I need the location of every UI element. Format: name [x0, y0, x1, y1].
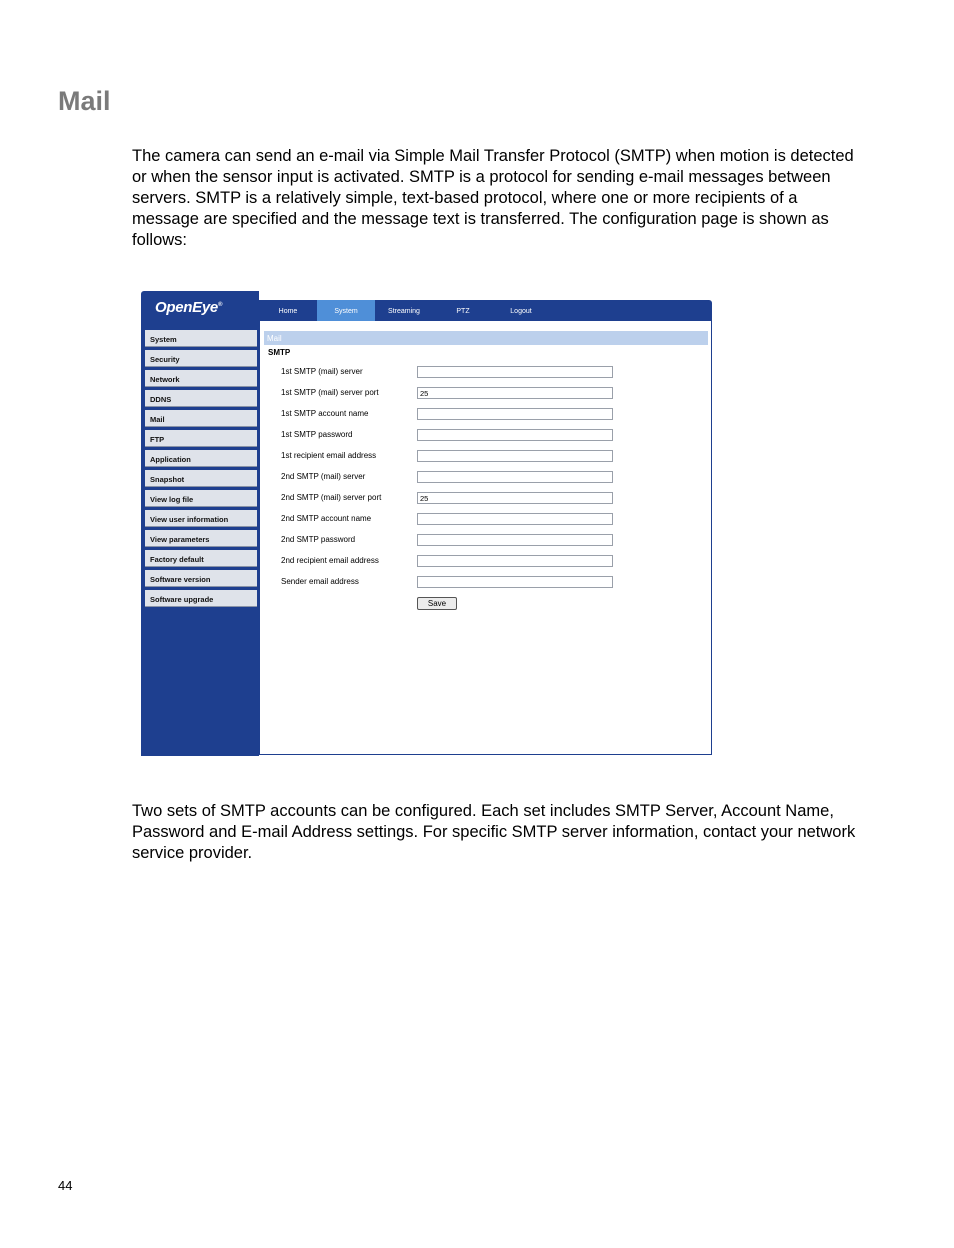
field-row-1st-smtp-server — [281, 366, 701, 379]
field-label: 1st recipient email address — [281, 451, 377, 460]
field-row-2nd-recipient — [281, 555, 701, 568]
sidebar — [141, 291, 259, 756]
field-label: 2nd SMTP (mail) server — [281, 472, 366, 481]
field-row-1st-smtp-password — [281, 429, 701, 442]
page-number: 44 — [58, 1178, 73, 1193]
sidebar-item-view-log-file[interactable]: View log file — [145, 490, 257, 507]
sidebar-menu — [145, 330, 257, 610]
sidebar-item-ftp[interactable]: FTP — [145, 430, 257, 447]
smtp1-server-input[interactable] — [417, 366, 613, 378]
field-label: 1st SMTP (mail) server — [281, 367, 363, 376]
smtp1-account-input[interactable] — [417, 408, 613, 420]
smtp1-password-input[interactable] — [417, 429, 613, 441]
field-label: Sender email address — [281, 577, 359, 586]
recipient2-email-input[interactable] — [417, 555, 613, 567]
camera-config-screenshot — [141, 291, 712, 756]
field-row-1st-smtp-account — [281, 408, 701, 421]
smtp2-password-input[interactable] — [417, 534, 613, 546]
smtp-heading: SMTP — [268, 348, 291, 357]
sidebar-item-network[interactable]: Network — [145, 370, 257, 387]
field-label: 2nd recipient email address — [281, 556, 379, 565]
field-row-2nd-smtp-password — [281, 534, 701, 547]
tab-streaming[interactable]: Streaming — [388, 308, 420, 315]
save-button[interactable]: Save — [417, 597, 457, 610]
field-row-1st-recipient — [281, 450, 701, 463]
tab-system[interactable]: System — [317, 300, 375, 321]
field-row-2nd-smtp-server — [281, 471, 701, 484]
sidebar-item-view-parameters[interactable]: View parameters — [145, 530, 257, 547]
sidebar-item-factory-default[interactable]: Factory default — [145, 550, 257, 567]
sidebar-item-ddns[interactable]: DDNS — [145, 390, 257, 407]
section-header: Mail — [264, 331, 708, 345]
field-row-2nd-smtp-account — [281, 513, 701, 526]
field-row-1st-smtp-port — [281, 387, 701, 400]
recipient1-email-input[interactable] — [417, 450, 613, 462]
smtp2-port-input[interactable]: 25 — [417, 492, 613, 504]
tab-ptz[interactable]: PTZ — [456, 308, 470, 315]
field-label: 1st SMTP password — [281, 430, 353, 439]
field-row-sender — [281, 576, 701, 589]
smtp2-account-input[interactable] — [417, 513, 613, 525]
sidebar-item-security[interactable]: Security — [145, 350, 257, 367]
openeye-logo: OpenEye® — [155, 299, 223, 316]
tab-logout[interactable]: Logout — [510, 308, 532, 315]
tab-home[interactable]: Home — [278, 308, 298, 315]
intro-paragraph: The camera can send an e-mail via Simple Mail Transfer Protocol (SMTP) when motion is detected or when the sensor input is activated. SMTP is a protocol for sending e-mail messages between servers. SMTP is a relatively simple, text-based protocol, where one or more recipients of a message are specified and the message text is transferred. The configuration page is shown as follows: — [132, 147, 854, 249]
sidebar-item-application[interactable]: Application — [145, 450, 257, 467]
smtp2-server-input[interactable] — [417, 471, 613, 483]
field-row-2nd-smtp-port — [281, 492, 701, 505]
sidebar-item-system[interactable]: System — [145, 330, 257, 347]
field-label: 2nd SMTP password — [281, 535, 356, 544]
mail-config-panel — [259, 321, 712, 755]
top-navigation — [259, 300, 712, 321]
sidebar-item-snapshot[interactable]: Snapshot — [145, 470, 257, 487]
sidebar-item-mail[interactable]: Mail — [145, 410, 257, 427]
field-label: 2nd SMTP account name — [281, 514, 372, 523]
sender-email-input[interactable] — [417, 576, 613, 588]
field-label: 1st SMTP (mail) server port — [281, 388, 379, 397]
smtp1-port-input[interactable]: 25 — [417, 387, 613, 399]
sidebar-item-software-version[interactable]: Software version — [145, 570, 257, 587]
sidebar-item-software-upgrade[interactable]: Software upgrade — [145, 590, 257, 607]
field-label: 1st SMTP account name — [281, 409, 369, 418]
sidebar-item-view-user-information[interactable]: View user information — [145, 510, 257, 527]
page-title: Mail — [58, 86, 111, 116]
outro-paragraph: Two sets of SMTP accounts can be configured. Each set includes SMTP Server, Account Name, Password and E-mail Address settings. For specific SMTP server information, contact your network service provider. — [132, 802, 856, 862]
field-label: 2nd SMTP (mail) server port — [281, 493, 382, 502]
